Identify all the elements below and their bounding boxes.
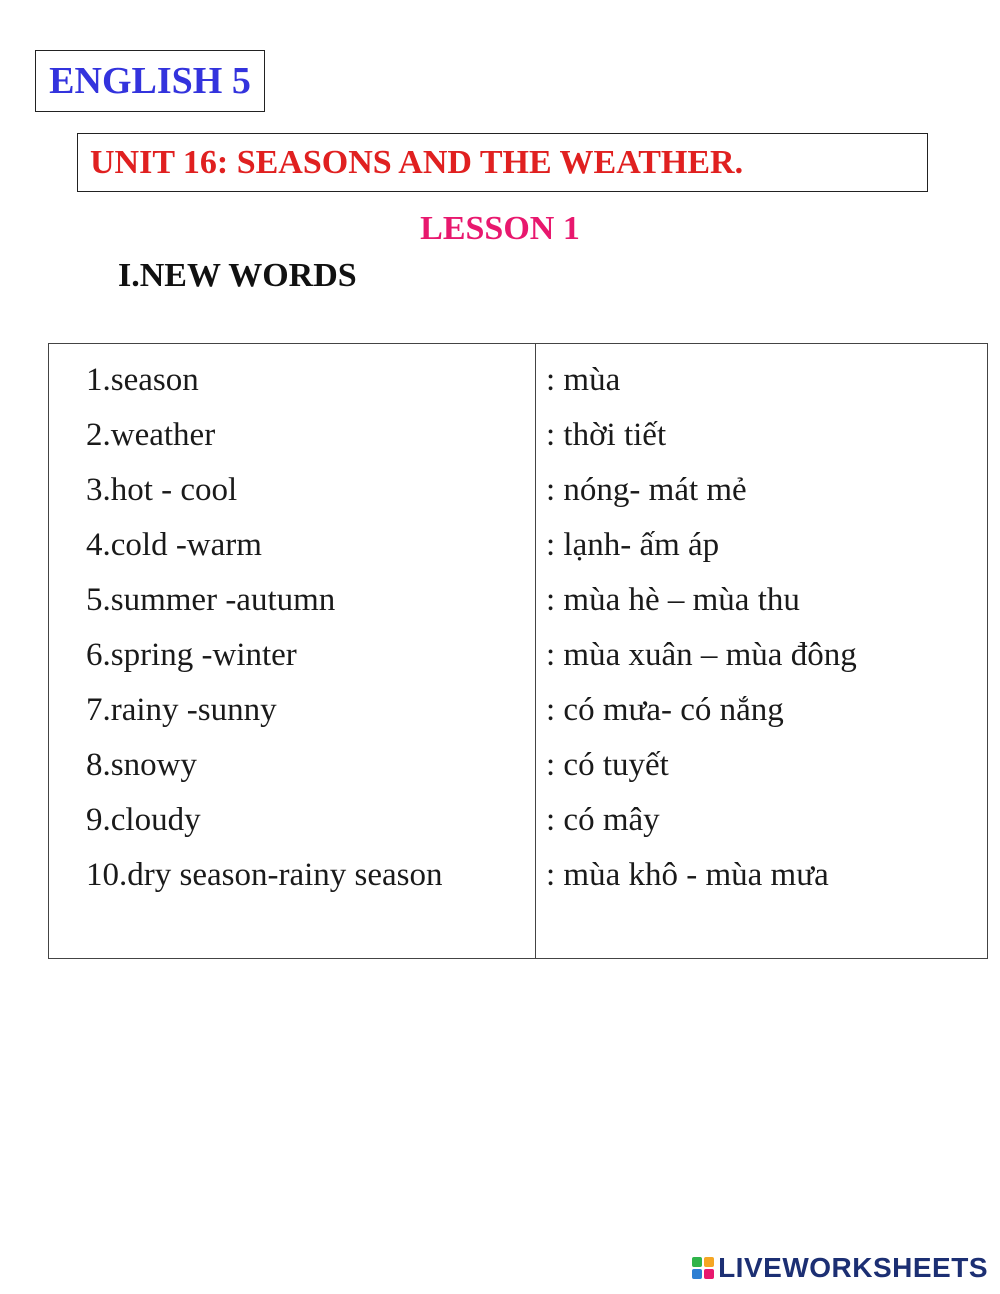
english-word: 3.hot - cool — [86, 472, 238, 508]
liveworksheets-logo-icon — [692, 1257, 714, 1279]
english-column — [49, 344, 536, 958]
vietnamese-meaning: : nóng- mát mẻ — [546, 472, 747, 508]
english-word: 8.snowy — [86, 747, 197, 783]
unit-title: UNIT 16: SEASONS AND THE WEATHER. — [90, 143, 744, 181]
vietnamese-meaning: : mùa khô - mùa mưa — [546, 857, 829, 893]
vietnamese-meaning: : có mây — [546, 802, 660, 838]
english-word: 9.cloudy — [86, 802, 201, 838]
vietnamese-meaning: : mùa — [546, 362, 621, 398]
unit-title-box — [77, 133, 928, 192]
vietnamese-meaning: : có tuyết — [546, 747, 669, 783]
english-word: 6.spring -winter — [86, 637, 297, 673]
vietnamese-meaning: : mùa xuân – mùa đông — [546, 637, 857, 673]
english-word: 2.weather — [86, 417, 216, 453]
english-word: 7.rainy -sunny — [86, 692, 277, 728]
vietnamese-meaning: : thời tiết — [546, 417, 667, 453]
vocabulary-table — [48, 343, 988, 959]
course-title-box — [35, 50, 265, 112]
english-word: 1.season — [86, 362, 199, 398]
lesson-title: LESSON 1 — [420, 210, 580, 247]
vietnamese-meaning: : lạnh- ấm áp — [546, 527, 720, 563]
english-word: 5.summer -autumn — [86, 582, 336, 618]
vietnamese-meaning: : có mưa- có nắng — [546, 692, 784, 728]
english-word: 10.dry season-rainy season — [86, 857, 443, 893]
brand-name: LIVEWORKSHEETS — [718, 1252, 988, 1283]
course-title: ENGLISH 5 — [49, 60, 251, 102]
liveworksheets-brand — [692, 1252, 988, 1284]
english-word: 4.cold -warm — [86, 527, 262, 563]
vietnamese-meaning: : mùa hè – mùa thu — [546, 582, 800, 618]
section-heading: I.NEW WORDS — [118, 257, 357, 294]
vietnamese-column — [536, 344, 987, 958]
